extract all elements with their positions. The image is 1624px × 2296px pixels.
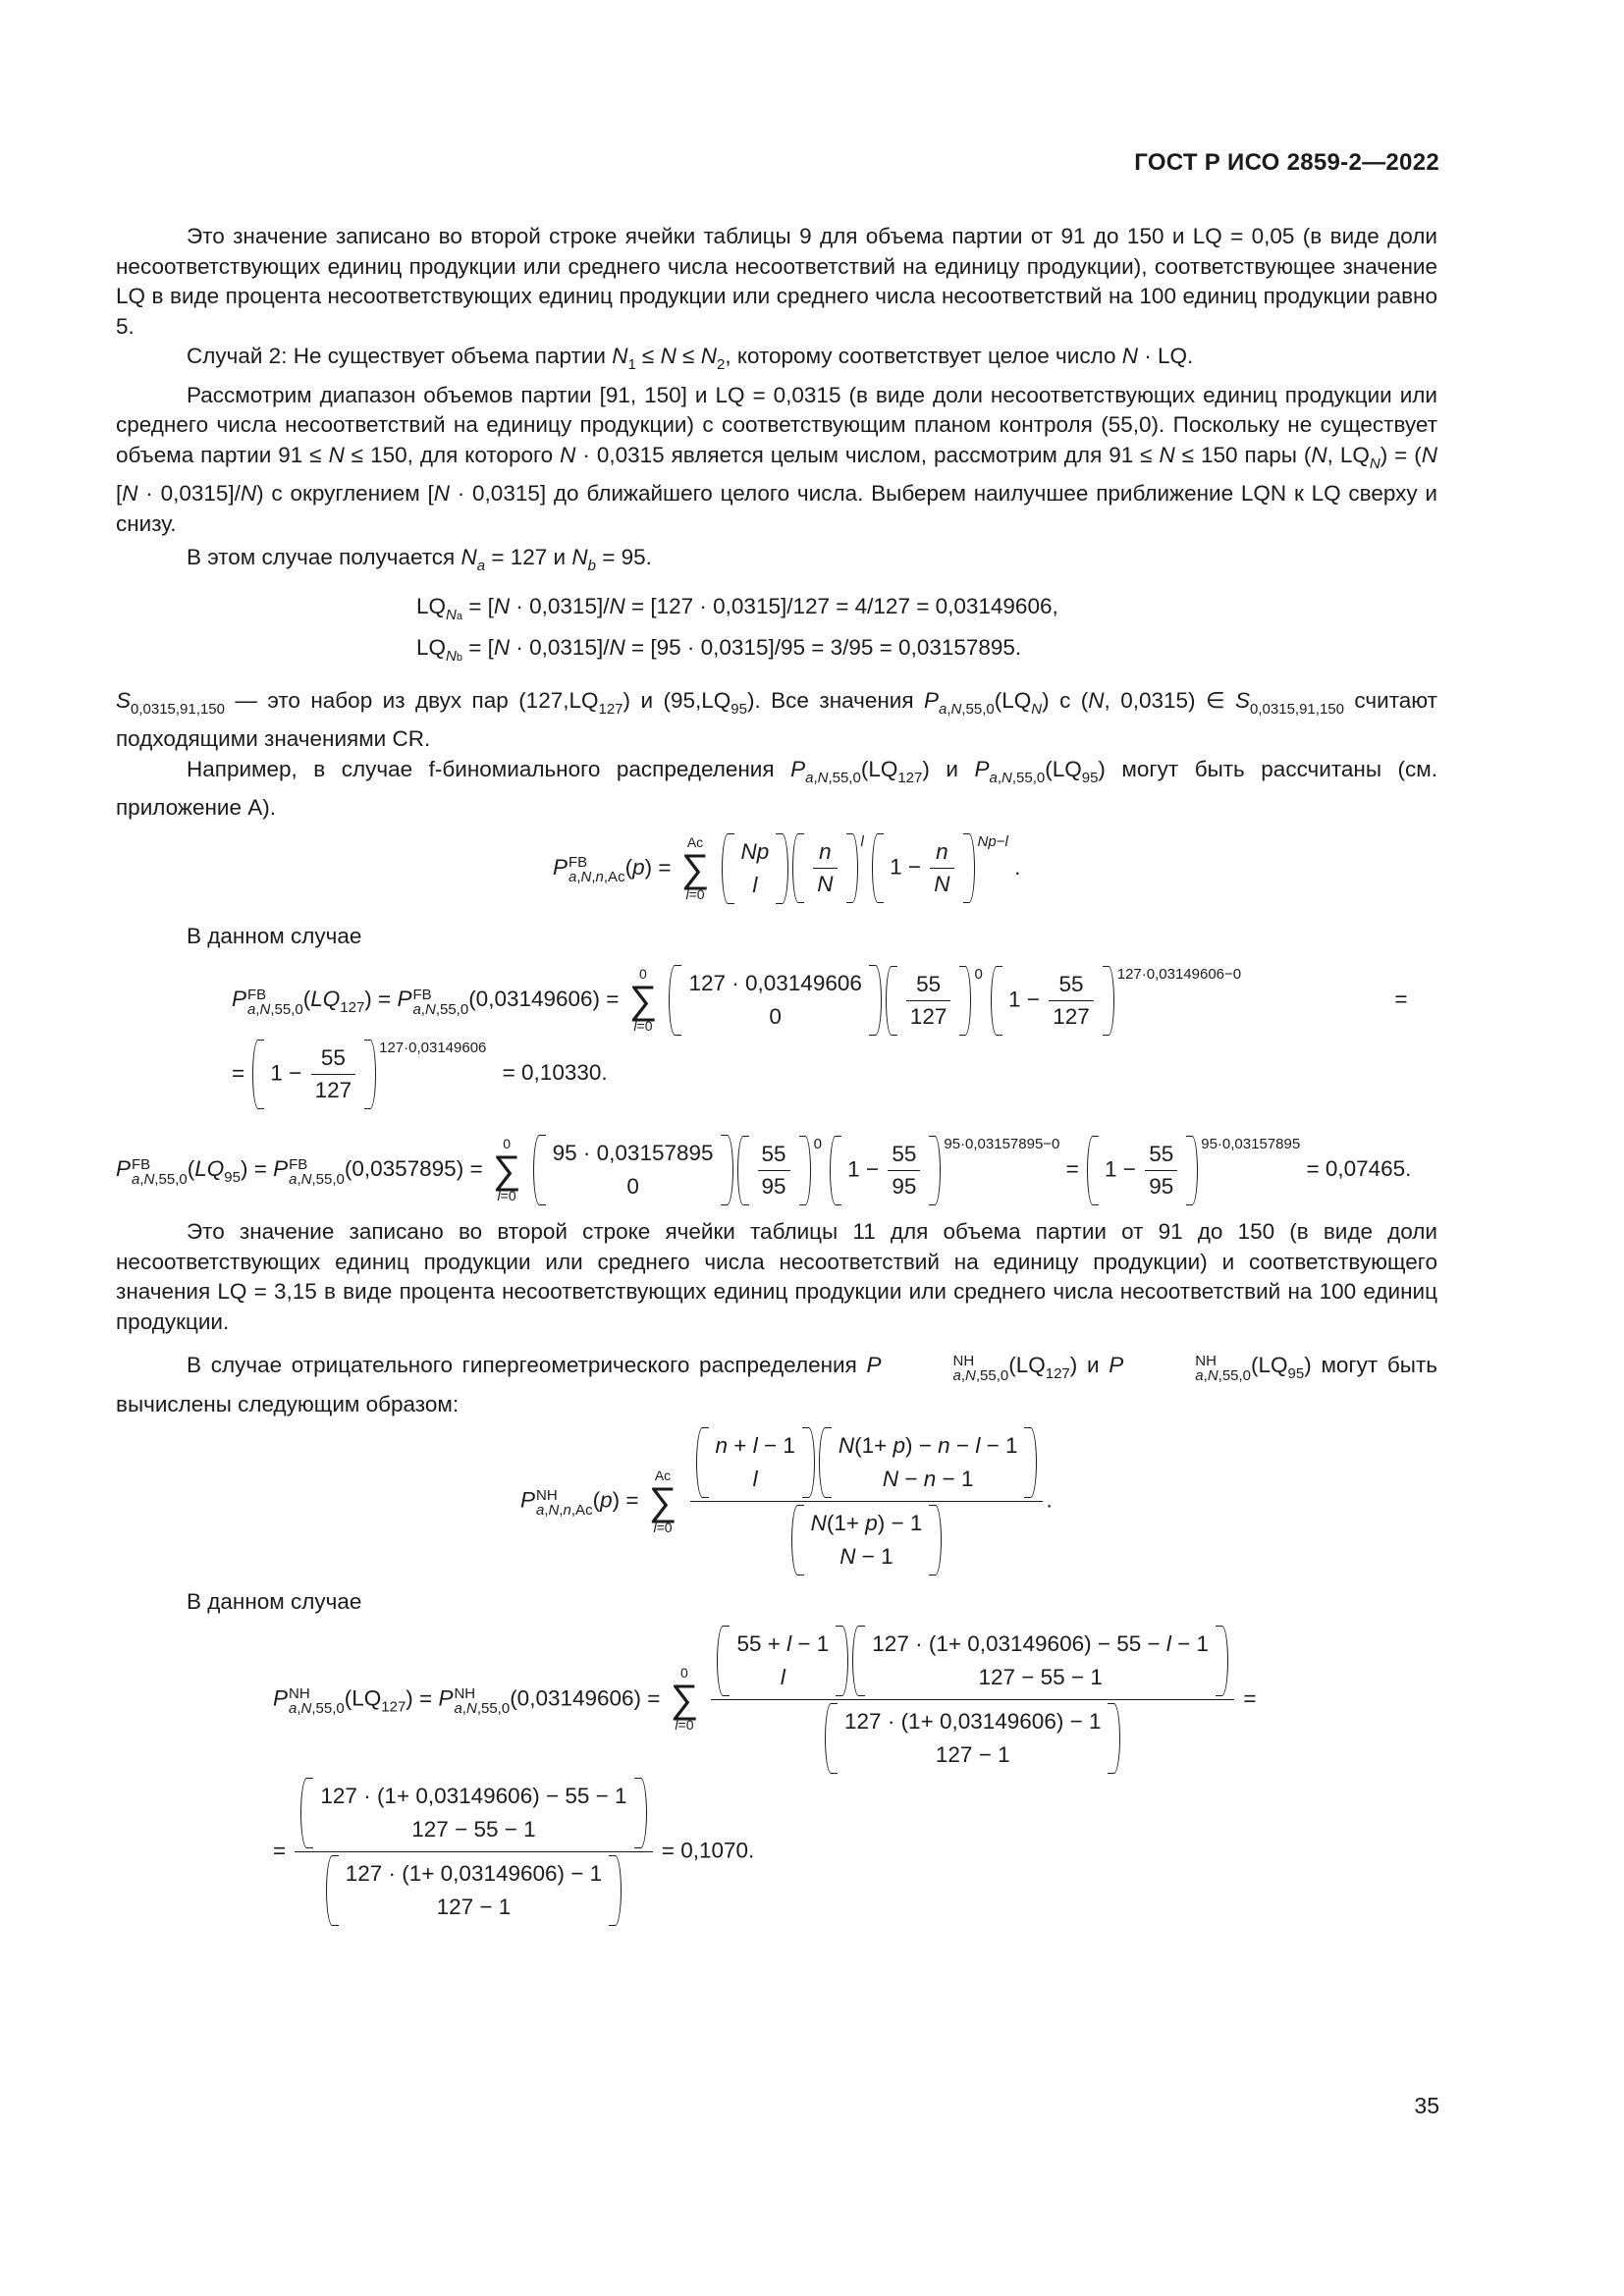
paragraph-in-this-case-2: В данном случае <box>187 1589 362 1614</box>
paragraph-table9: Это значение записано во второй строке ячейки таблицы 9 для объема партии от 91 до 150 и LQ = 0,05 (в виде доли несоответствующих единиц продукции или среднего числа несоответствий на единицу продукции), соответствующее значение LQ в виде процента несоответствующих единиц продукции или среднего числа несоответствий на 100 единиц продукции равно 5. <box>116 224 1437 339</box>
paragraph-fbinomial: Например, в случае f-биномиального распределения $P_{a,N,55,0}(LQ_{127})$ и $P_{a,N,55,0}(LQ_{95})$ могут быть рассчитаны (см. приложение А). <box>116 756 1437 820</box>
paragraph-in-this-case-1: В данном случае <box>187 923 362 948</box>
paragraph-neg-hypergeometric: В случае отрицательного гипергеометрического распределения P NH a,N,55,0 $(LQ_{127})$ и P NH a,N,55,0 $(LQ_{95})$ могут быть вычислены следующим образом: <box>116 1352 1437 1416</box>
document-header: ГОСТ Р ИСО 2859-2—2022 <box>1134 149 1439 176</box>
paragraph-set-s: $S_{0,0315,91,150}$ — это набор из двух пар $(127,LQ_{127})$ и $(95,LQ_{95})$. Все значения $P_{a,N,55,0}(LQ_N)$ с (N, 0,0315) ∈ $S_{0,0315,91,150}$ считают подходящими значениями CR. <box>116 687 1437 751</box>
paragraph-na-nb: В этом случае получается $N_a = 127$ и $N_b = 95$. <box>187 545 652 574</box>
equation-lq-na: $LQ_{Na} = [N \cdot 0,0315]/N = [127 \cdot 0,0315]/127 = 4/127 = 0,03149606$, <box>416 593 1058 623</box>
formula-nh-127-result: = 127 · (1+ 0,03149606) − 55 − 1 127 − 55 − 1 127 · (1+ 0,03149606) − 1 127 − 1 = 0,1070. <box>273 1778 1437 1926</box>
formula-fb-general: P FB a,N,n,Ac (p) = Ac ∑ l=0 Np l $\frac{n}{N}$ l 1 − $\frac{n}{N}$ Np−l . <box>553 833 1021 902</box>
paragraph-table11: Это значение записано во второй строке ячейки таблицы 11 для объема партии от 91 до 150 (в виде доли несоответствующих единиц продукции или среднего числа несоответствий на единицу продукции) и соответствующего значения LQ = 3,15 в виде процента несоответствующих единиц продукции или среднего числа несоответствий на 100 единиц продукции. <box>116 1219 1437 1334</box>
formula-nh-127: P NH a,N,55,0 $(LQ_{127}) = P$ NH a,N,55,0 (0,03149606) = 0 ∑ l=0 55 + l − 1 l 127 · (1+ 0,03149606) − 55 − l − 1 127 − 55 − 1 127 · (1+ 0,03149606) − 1 127 − 1 = <box>273 1626 1437 1774</box>
formula-fb-95: P FB a,N,55,0 $(LQ_{95}) = P$ FB a,N,55,0 (0,0357895) = 0 ∑ l=0 95 · 0,03157895 0 $\frac{55}{95}$ 0 1 − $\frac{55}{95}$ 95·0,03157895−0 = 1 − $\frac{55}{95}$ 95·0,03157895 = 0,07465. <box>116 1135 1412 1203</box>
formula-fb-127: P FB a,N,55,0 $(LQ_{127}) = P$ FB a,N,55,0 (0,03149606) = 0 ∑ l=0 127 · 0,03149606 0 $\frac{55}{127}$ 0 1 − $\frac{55}{127}$ 127·0,03149606−0 = <box>232 965 1408 1034</box>
paragraph-case2: Случай 2: Не существует объема партии $N_1 \le N \le N_2$, которому соответствует целое число N · LQ. <box>187 344 1194 373</box>
paragraph-range: Рассмотрим диапазон объемов партии [91, 150] и LQ = 0,0315 (в виде доли несоответствующих единиц продукции или среднего числа несоответствий на единицу продукции) с соответствующим планом контроля (55,0). Поскольку не существует объема партии 91 ≤ N ≤ 150, для которого N · 0,0315 является целым числом, рассмотрим для 91 ≤ N ≤ 150 пары (N, $LQ_N) = (N$ [N · 0,0315]/N) с округлением [N · 0,0315] до ближайшего целого числа. Выберем наилучшее приближение LQN к LQ сверху и снизу. <box>116 382 1437 536</box>
equation-lq-nb: $LQ_{Nb} = [N \cdot 0,0315]/N = [95 \cdot 0,0315]/95 = 3/95 = 0,03157895$. <box>416 634 1022 665</box>
page-body <box>116 222 1437 1926</box>
formula-fb-127-result: = 1 − $\frac{55}{127}$ 127·0,03149606 = 0,10330. <box>232 1040 1437 1109</box>
formula-nh-general: P NH a,N,n,Ac (p) = Ac ∑ l=0 n + l − 1 l N(1+ p) − n − l − 1 N − n − 1 N(1+ p) − 1 N − 1 . <box>520 1427 1437 1575</box>
page-number: 35 <box>1414 2093 1439 2118</box>
